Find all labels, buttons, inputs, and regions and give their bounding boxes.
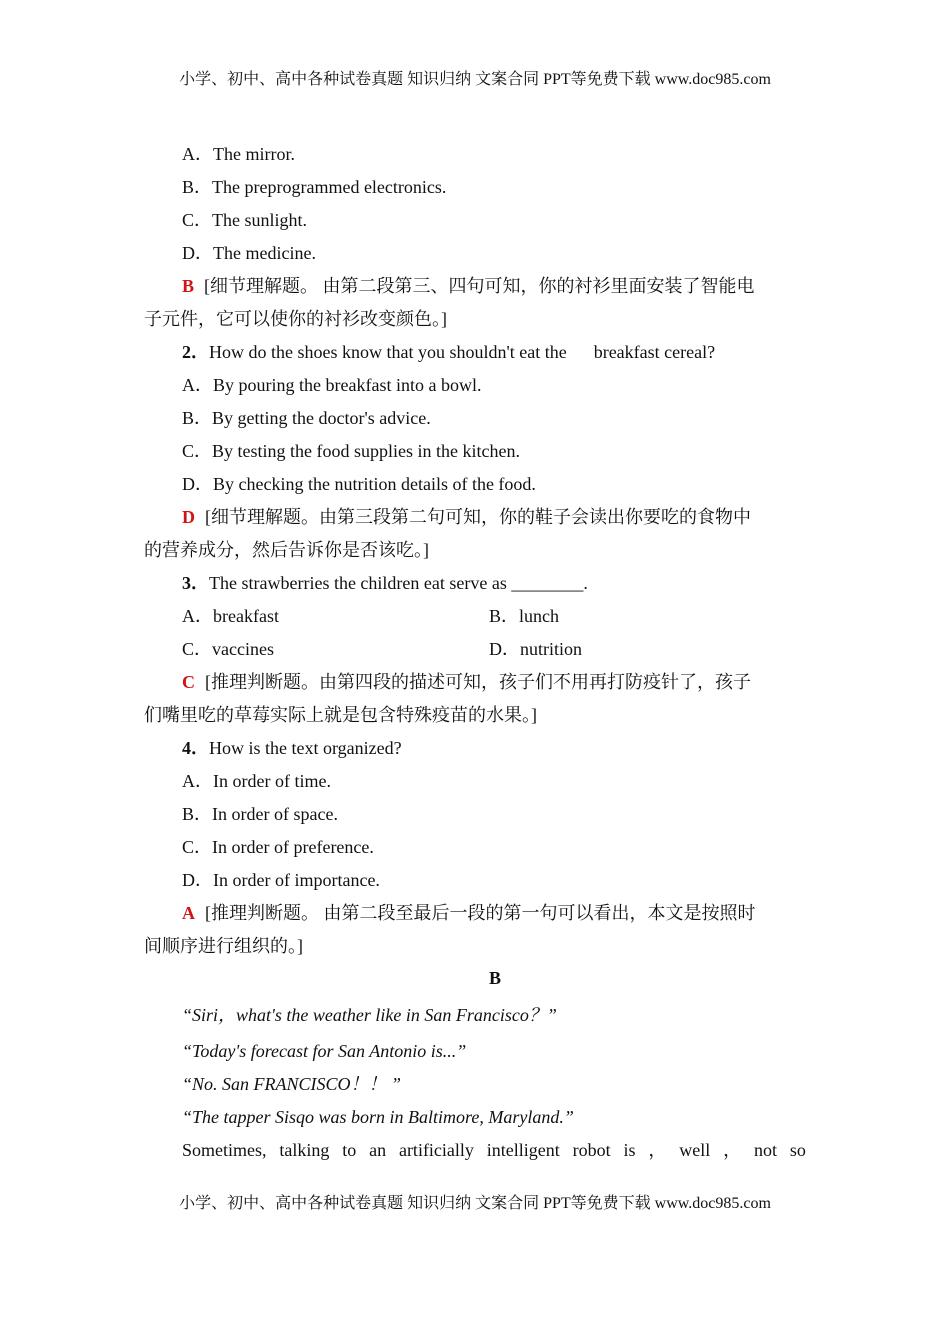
q1-answer-letter: B bbox=[182, 276, 195, 296]
dialogue-line-2: “Today's forecast for San Antonio is...” bbox=[182, 1041, 467, 1061]
q2-stem bbox=[182, 341, 715, 363]
q2-option-a: A．By pouring the breakfast into a bowl. bbox=[182, 375, 482, 395]
q4-option-d: D．In order of importance. bbox=[182, 870, 380, 890]
dialogue-line-1: “Siri，what's the weather like in San Francisco？” bbox=[182, 1005, 557, 1025]
page-header: 小学、初中、高中各种试卷真题 知识归纳 文案合同 PPT等免费下载 www.doc985.com bbox=[179, 71, 771, 88]
q4-number: 4． bbox=[182, 738, 209, 758]
q3-stem bbox=[182, 572, 588, 594]
q3-option-c: C．vaccines bbox=[182, 639, 274, 659]
q2-explanation-line1: [细节理解题。由第三段第二句可知，你的鞋子会读出你要吃的食物中 bbox=[205, 507, 751, 527]
dialogue-line-4: “The tapper Sisqo was born in Baltimore, Maryland.” bbox=[182, 1107, 574, 1127]
q1-explanation-line2: 子元件，它可以使你的衬衫改变颜色。] bbox=[144, 309, 447, 329]
q3-option-b: B．lunch bbox=[489, 606, 559, 626]
q2-option-d: D．By checking the nutrition details of the food. bbox=[182, 474, 536, 494]
q4-stem bbox=[182, 737, 402, 759]
page-footer: 小学、初中、高中各种试卷真题 知识归纳 文案合同 PPT等免费下载 www.doc985.com bbox=[179, 1195, 771, 1212]
q4-option-a: A．In order of time. bbox=[182, 771, 331, 791]
q3-answer bbox=[182, 671, 751, 693]
q4-answer bbox=[182, 902, 756, 924]
q1-answer bbox=[182, 275, 755, 297]
q4-explanation-line1: [推理判断题。 由第二段至最后一段的第一句可以看出，本文是按照时 bbox=[205, 903, 756, 923]
q4-explanation-line2: 间顺序进行组织的。] bbox=[144, 936, 303, 956]
q3-explanation-line1: [推理判断题。由第四段的描述可知，孩子们不用再打防疫针了，孩子 bbox=[205, 672, 751, 692]
paragraph-first-line: Sometimes, talking to an artificially intelligent robot is ， well ， not so bbox=[182, 1140, 806, 1160]
q3-number: 3． bbox=[182, 573, 209, 593]
q3-stem-text: The strawberries the children eat serve as ________. bbox=[209, 573, 588, 593]
q1-option-d: D．The medicine. bbox=[182, 243, 316, 263]
q3-explanation-line2: 们嘴里吃的草莓实际上就是包含特殊疫苗的水果。] bbox=[144, 705, 537, 725]
q3-option-a: A．breakfast bbox=[182, 606, 279, 626]
q3-option-d: D．nutrition bbox=[489, 639, 582, 659]
q4-answer-letter: A bbox=[182, 903, 195, 923]
q1-explanation-line1: [细节理解题。 由第二段第三、四句可知，你的衬衫里面安装了智能电 bbox=[204, 276, 755, 296]
q4-option-b: B．In order of space. bbox=[182, 804, 338, 824]
q2-answer-letter: D bbox=[182, 507, 195, 527]
q2-explanation-line2: 的营养成分，然后告诉你是否该吃。] bbox=[144, 540, 429, 560]
q2-option-b: B．By getting the doctor's advice. bbox=[182, 408, 431, 428]
q1-option-b: B．The preprogrammed electronics. bbox=[182, 177, 447, 197]
q2-option-c: C．By testing the food supplies in the kitchen. bbox=[182, 441, 520, 461]
q1-option-a: A．The mirror. bbox=[182, 144, 295, 164]
q4-option-c: C．In order of preference. bbox=[182, 837, 374, 857]
q3-answer-letter: C bbox=[182, 672, 195, 692]
q2-answer bbox=[182, 506, 751, 528]
q4-stem-text: How is the text organized? bbox=[209, 738, 402, 758]
q2-stem-text: How do the shoes know that you shouldn't eat the breakfast cereal? bbox=[209, 342, 716, 362]
q1-option-c: C．The sunlight. bbox=[182, 210, 307, 230]
dialogue-line-3: “No. San FRANCISCO！！ ” bbox=[182, 1074, 402, 1094]
section-b-title: B bbox=[488, 968, 501, 988]
q2-number: 2． bbox=[182, 342, 209, 362]
